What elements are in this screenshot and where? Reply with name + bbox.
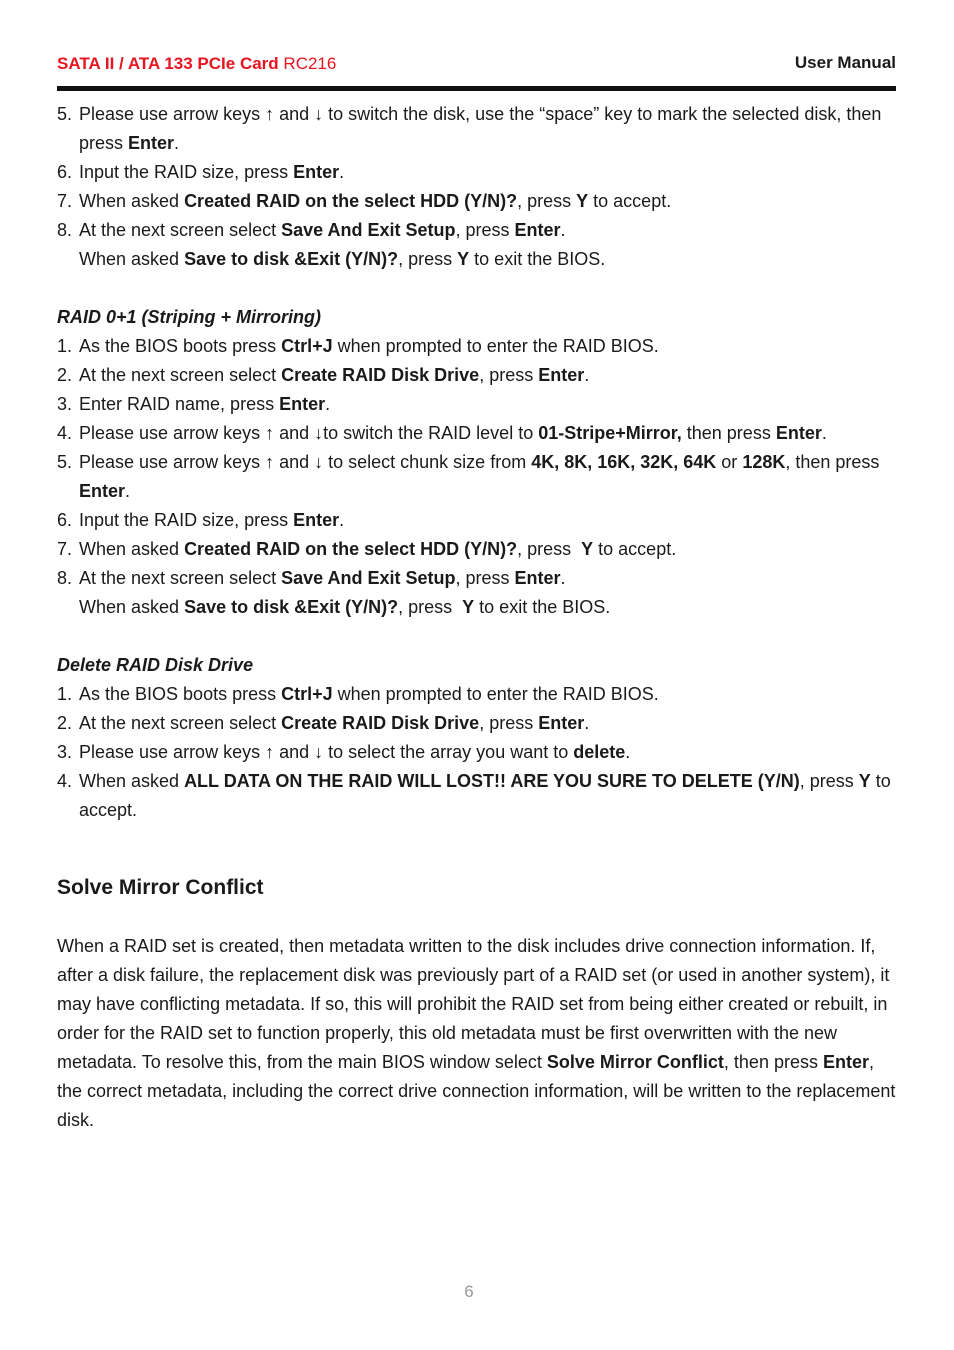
list-item: 1. As the BIOS boots press Ctrl+J when prompted to enter the RAID BIOS. — [57, 684, 659, 704]
list-item: 6. Input the RAID size, press Enter. — [57, 162, 345, 182]
list-item: 2. At the next screen select Create RAID Disk Drive, press Enter. — [57, 365, 590, 385]
top-list — [57, 100, 897, 274]
list-item: 3. Enter RAID name, press Enter. — [57, 394, 331, 414]
section-title-delete: Delete RAID Disk Drive — [57, 655, 254, 675]
list-item: 7. When asked Created RAID on the select HDD (Y/N)?, press Y to accept. — [57, 539, 677, 559]
list-item: 7. When asked Created RAID on the select HDD (Y/N)?, press Y to accept. — [57, 191, 672, 211]
page-number: 6 — [464, 1282, 474, 1301]
list-item-continuation: When asked Save to disk &Exit (Y/N)?, press Y to exit the BIOS. — [79, 249, 606, 269]
list-item: 3. Please use arrow keys ↑ and ↓ to select the array you want to delete. — [57, 742, 631, 762]
solve-paragraph: When a RAID set is created, then metadata written to the disk includes drive connection information. If, after a disk failure, the replacement disk was previously part of a RAID set (or used in another system), it may have conflicting metadata. If so, this will prohibit the RAID set from being either created or rebuilt, in order for the RAID set to function properly, this old metadata must be first overwritten with the new metadata. To resolve this, from the main BIOS window select Solve Mirror Conflict, then press Enter, the correct metadata, including the correct drive connection information, will be written to the replacement disk. — [57, 936, 896, 1130]
section-heading-solve: Solve Mirror Conflict — [57, 876, 264, 899]
document-body — [57, 100, 897, 1135]
list-item: 4. When asked ALL DATA ON THE RAID WILL LOST!! ARE YOU SURE TO DELETE (Y/N), press Y to accept. — [57, 771, 891, 820]
header-model: RC216 — [283, 54, 337, 73]
list-item: 5. Please use arrow keys ↑ and ↓ to switch the disk, use the “space” key to mark the selected disk, then press Enter. — [57, 104, 882, 153]
header-product-name: SATA II / ATA 133 PCIe Card — [57, 54, 279, 73]
header-rule — [57, 86, 896, 91]
list-item: 5. Please use arrow keys ↑ and ↓ to select chunk size from 4K, 8K, 16K, 32K, 64K or 128K, then press Enter. — [57, 452, 880, 501]
raid01-list — [57, 332, 897, 622]
section-title-raid01: RAID 0+1 (Striping + Mirroring) — [57, 307, 322, 327]
delete-list — [57, 680, 897, 825]
list-item: 2. At the next screen select Create RAID Disk Drive, press Enter. — [57, 713, 590, 733]
header-doc-type: User Manual — [794, 53, 896, 72]
list-item: 4. Please use arrow keys ↑ and ↓to switch the RAID level to 01-Stripe+Mirror, then press Enter. — [57, 423, 827, 443]
list-item: 6. Input the RAID size, press Enter. — [57, 510, 345, 530]
list-item: 1. As the BIOS boots press Ctrl+J when prompted to enter the RAID BIOS. — [57, 336, 659, 356]
header-product — [57, 54, 336, 74]
list-item-continuation: When asked Save to disk &Exit (Y/N)?, press Y to exit the BIOS. — [79, 597, 611, 617]
list-item: 8. At the next screen select Save And Exit Setup, press Enter. — [57, 220, 566, 240]
list-item: 8. At the next screen select Save And Exit Setup, press Enter. — [57, 568, 566, 588]
